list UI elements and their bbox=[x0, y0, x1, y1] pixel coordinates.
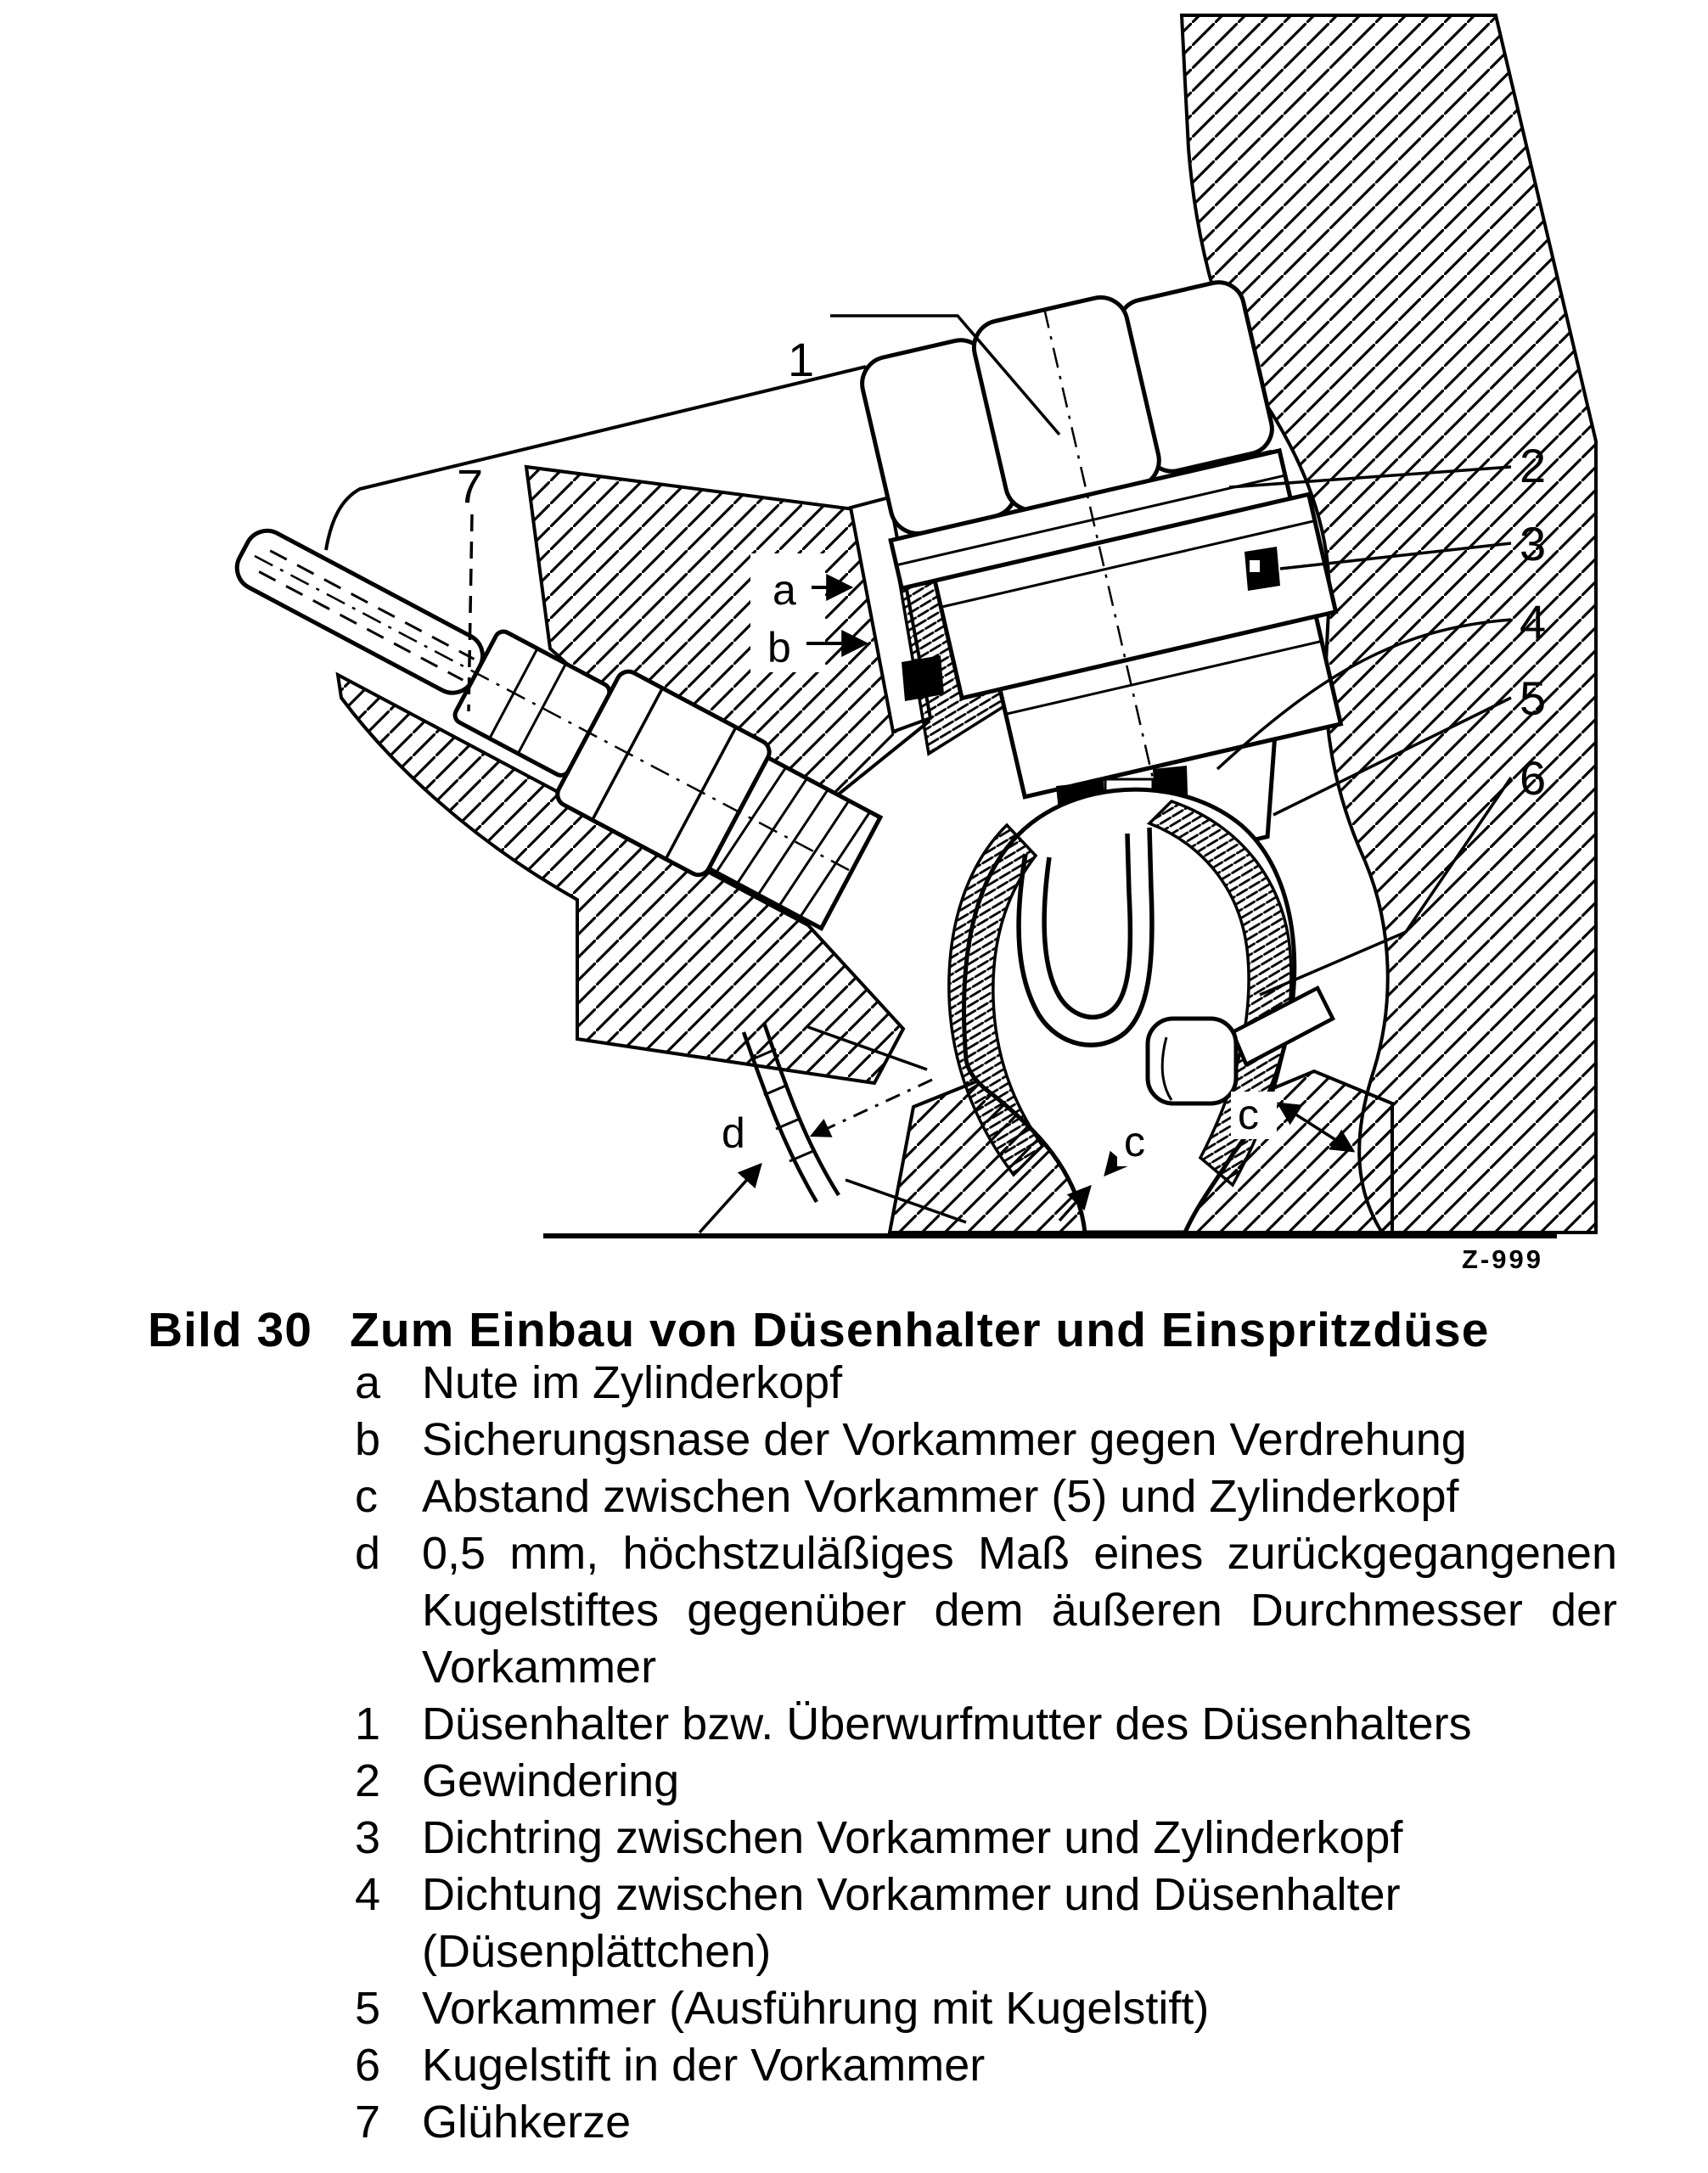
legend-text: Abstand zwischen Vorkammer (5) und Zylinderkopf bbox=[422, 1471, 1459, 1522]
figure-title: Zum Einbau von Düsenhalter und Einspritzdüse bbox=[350, 1303, 1490, 1357]
legend-text: Gewindering bbox=[422, 1755, 680, 1806]
drawing-number: Z-999 bbox=[1462, 1244, 1543, 1274]
callout-5: 5 bbox=[1520, 671, 1547, 725]
legend-key: a bbox=[355, 1357, 381, 1408]
callout-3: 3 bbox=[1520, 517, 1547, 570]
legend-row-5 bbox=[355, 1980, 1620, 2036]
legend-row-d bbox=[355, 1525, 1620, 1581]
legend-row-6 bbox=[355, 2037, 1620, 2093]
legend-text: Vorkammer (Ausführung mit Kugelstift) bbox=[422, 1983, 1210, 2034]
legend-text: Kugelstiftes gegenüber dem äußeren Durchmesser der bbox=[422, 1585, 1617, 1636]
legend-row-4 bbox=[355, 1867, 1620, 1923]
legend-row-c bbox=[355, 1468, 1620, 1524]
legend-key: 4 bbox=[355, 1869, 381, 1920]
legend-text: Dichtring zwischen Vorkammer und Zylinderkopf bbox=[422, 1812, 1403, 1863]
legend-row-7 bbox=[355, 2094, 1620, 2150]
callout-c-right: c bbox=[1238, 1091, 1259, 1138]
figure-caption bbox=[0, 1302, 1708, 1362]
legend-text: Dichtung zwischen Vorkammer und Düsenhalter bbox=[422, 1869, 1401, 1920]
legend-row-3 bbox=[355, 1810, 1620, 1866]
legend-key: 5 bbox=[355, 1983, 381, 2034]
dichtring-3-notch bbox=[1250, 560, 1260, 572]
legend-key: 2 bbox=[355, 1755, 381, 1806]
legend-key: 3 bbox=[355, 1812, 381, 1863]
callout-a: a bbox=[773, 566, 796, 614]
legend-text: Kugelstift in der Vorkammer bbox=[422, 2040, 986, 2091]
legend-text: Düsenhalter bzw. Überwurfmutter des Düsenhalters bbox=[422, 1699, 1472, 1749]
legend-key: d bbox=[355, 1528, 381, 1579]
legend-row-1 bbox=[355, 1696, 1620, 1752]
callout-2: 2 bbox=[1520, 439, 1547, 492]
legend-text: Vorkammer bbox=[422, 1642, 657, 1693]
legend-row-b bbox=[355, 1412, 1620, 1468]
legend-text: (Düsenplättchen) bbox=[422, 1926, 772, 1977]
legend-text: 0,5 mm, höchstzuläßiges Maß eines zurückgegangenen bbox=[422, 1528, 1617, 1579]
legend-key: c bbox=[355, 1471, 378, 1522]
legend-row-d-cont2 bbox=[355, 1639, 1620, 1695]
legend-row-4-cont bbox=[355, 1923, 1620, 1979]
callout-c-left: c bbox=[1124, 1118, 1145, 1165]
legend-text: Glühkerze bbox=[422, 2097, 632, 2148]
callout-7: 7 bbox=[457, 459, 484, 513]
callout-4: 4 bbox=[1520, 595, 1547, 649]
callout-6: 6 bbox=[1520, 751, 1547, 805]
figure-label: Bild 30 bbox=[148, 1303, 312, 1357]
legend-row-2 bbox=[355, 1753, 1620, 1809]
legend-key: 1 bbox=[355, 1699, 381, 1749]
legend-key: b bbox=[355, 1414, 381, 1465]
callout-b: b bbox=[767, 624, 791, 671]
legend-row-a bbox=[355, 1355, 1620, 1411]
legend-key: 6 bbox=[355, 2040, 381, 2091]
legend-text: Nute im Zylinderkopf bbox=[422, 1357, 843, 1408]
callout-d: d bbox=[722, 1109, 745, 1157]
legend-row-d-cont1 bbox=[355, 1582, 1620, 1638]
legend-text: Sicherungsnase der Vorkammer gegen Verdrehung bbox=[422, 1414, 1467, 1465]
legend-key: 7 bbox=[355, 2097, 381, 2148]
callout-1: 1 bbox=[788, 333, 815, 386]
sicherungsnase-b bbox=[902, 655, 944, 701]
